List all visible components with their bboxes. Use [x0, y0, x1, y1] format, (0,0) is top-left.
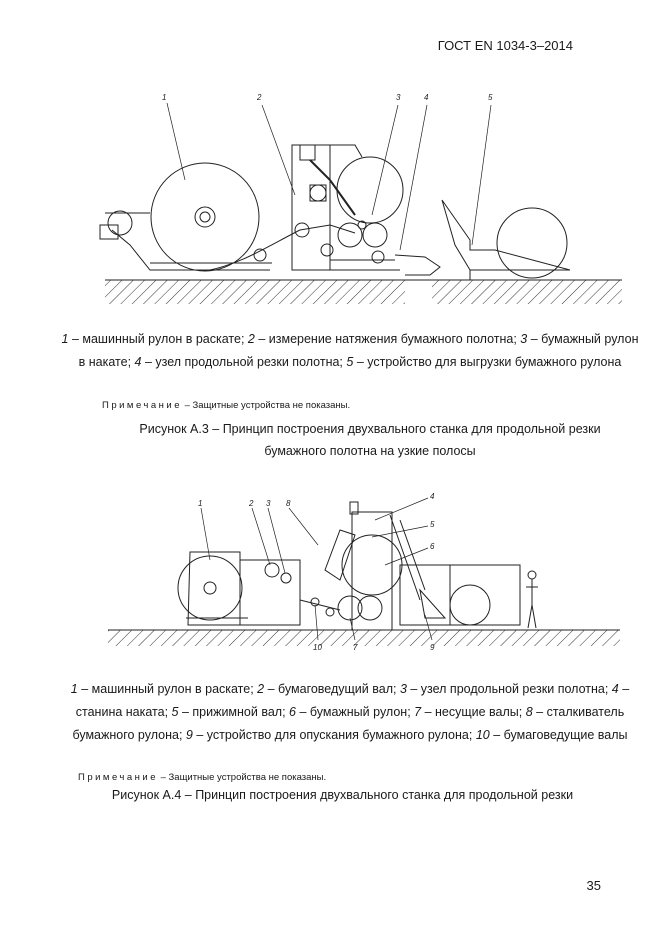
legend-text: – бумаговедущий вал;	[264, 682, 400, 696]
legend-text: – станина наката;	[75, 682, 630, 719]
legend-num: 2	[257, 682, 265, 696]
callout-1: 1	[198, 499, 203, 508]
callout-1: 1	[162, 93, 167, 102]
legend-text: – узел продольной резки полотна;	[406, 682, 612, 696]
legend-num: 8	[525, 705, 533, 719]
legend-text: – устройство для выгрузки бумажного рулона	[353, 355, 622, 369]
callout-4: 4	[430, 492, 435, 501]
callout-3: 3	[266, 499, 271, 508]
callout-10: 10	[313, 643, 322, 652]
figure-a3-note	[102, 400, 350, 411]
page-number: 35	[586, 878, 601, 893]
legend-num: 10	[475, 728, 490, 742]
figure-a3-drawing	[0, 85, 661, 310]
legend-text: – бумажный рулон;	[295, 705, 415, 719]
legend-num: 4	[134, 355, 142, 369]
legend-num: 7	[414, 705, 422, 719]
figure-a3-legend	[60, 328, 640, 374]
note-label: Примечание	[78, 772, 158, 783]
legend-num: 5	[171, 705, 179, 719]
figure-a3-title	[90, 418, 650, 462]
callout-3: 3	[396, 93, 401, 102]
legend-num: 5	[346, 355, 354, 369]
legend-num: 9	[185, 728, 193, 742]
legend-num: 3	[520, 332, 528, 346]
legend-num: 2	[247, 332, 255, 346]
note-text: – Защитные устройства не показаны.	[182, 400, 351, 411]
legend-text: – сталкиватель бумажного рулона;	[72, 705, 625, 742]
note-label: Примечание	[102, 400, 182, 411]
callout-6: 6	[430, 542, 435, 551]
legend-text: – устройство для опускания бумажного рулона;	[192, 728, 476, 742]
legend-text: – машинный рулон в раскате;	[77, 682, 258, 696]
note-text: – Защитные устройства не показаны.	[158, 772, 327, 783]
legend-text: – измерение натяжения бумажного полотна;	[254, 332, 521, 346]
legend-text: – узел продольной резки полотна;	[141, 355, 347, 369]
legend-num: 1	[61, 332, 69, 346]
figure-a4-drawing	[0, 490, 661, 675]
legend-num: 4	[611, 682, 619, 696]
legend-text: – машинный рулон в раскате;	[68, 332, 248, 346]
standard-header: ГОСТ EN 1034-3–2014	[437, 38, 573, 53]
figure-a4-note	[78, 772, 326, 783]
figure-a3-title-line2: бумажного полотна на узкие полосы	[264, 444, 476, 458]
callout-7: 7	[353, 643, 358, 652]
callout-5: 5	[430, 520, 435, 529]
callout-8: 8	[286, 499, 291, 508]
callout-5: 5	[488, 93, 493, 102]
figure-a4-title	[70, 784, 615, 806]
legend-text: – бумаговедущие валы	[489, 728, 628, 742]
callout-9: 9	[430, 643, 435, 652]
callout-2: 2	[257, 93, 262, 102]
callout-2: 2	[249, 499, 254, 508]
legend-num: 1	[70, 682, 78, 696]
legend-text: – бумажный рулон в накате;	[78, 332, 639, 369]
figure-a4-legend	[55, 678, 645, 747]
legend-num: 6	[289, 705, 296, 719]
figure-a3-title-line1: Рисунок А.3 – Принцип построения двухвального станка для продольной резки	[139, 422, 601, 436]
callout-4: 4	[424, 93, 429, 102]
legend-text: – прижимной вал;	[178, 705, 290, 719]
legend-text: – несущие валы;	[421, 705, 526, 719]
figure-a4-title-line1: Рисунок А.4 – Принцип построения двухвального станка для продольной резки	[111, 788, 574, 802]
legend-num: 3	[399, 682, 407, 696]
